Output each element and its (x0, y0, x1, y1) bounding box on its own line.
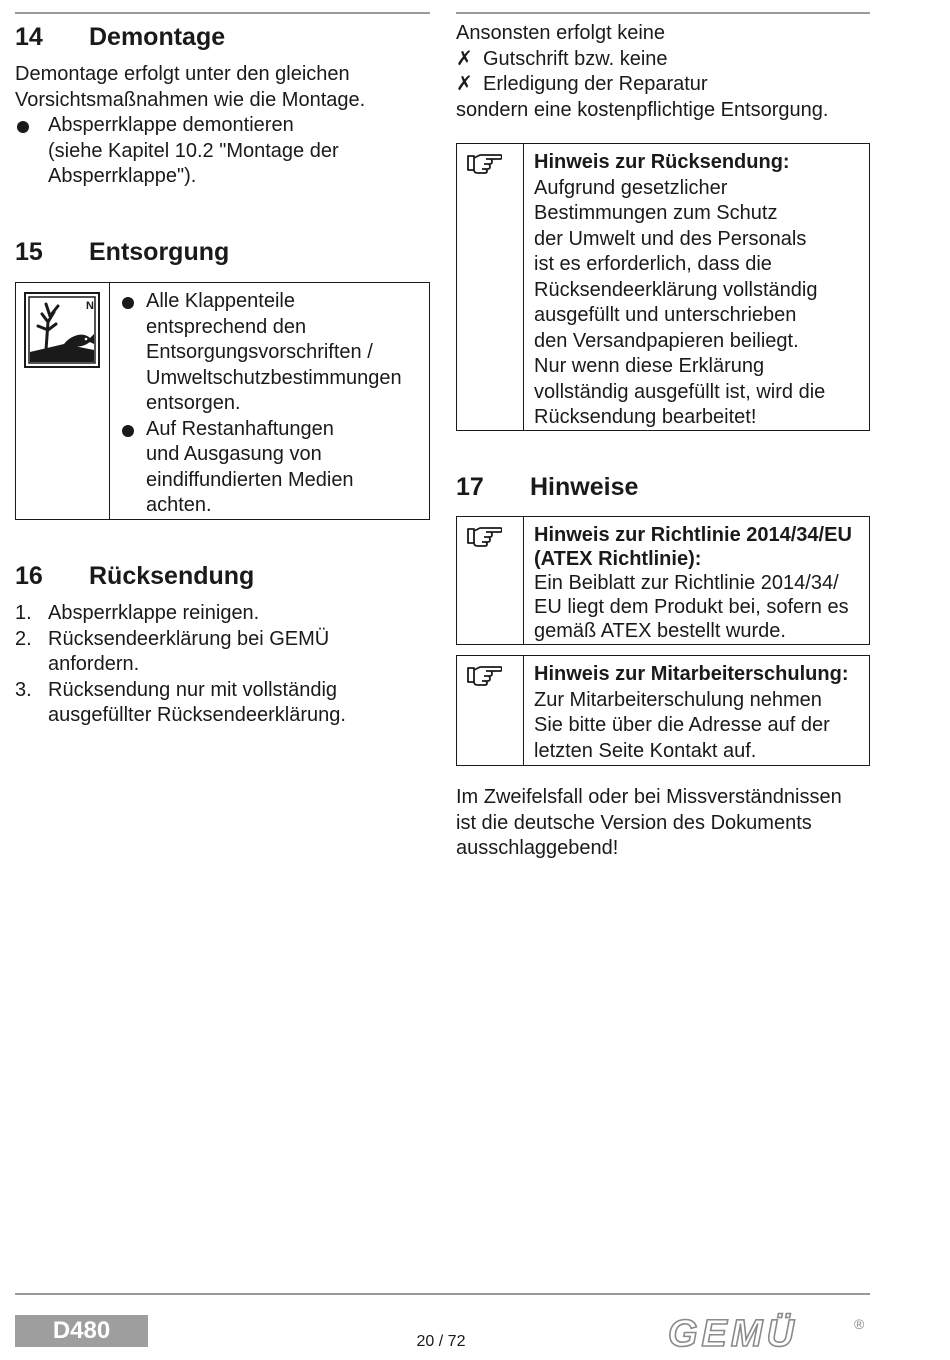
bullet-line: und Ausgasung von (146, 443, 322, 465)
registered-mark: ® (854, 1316, 865, 1332)
bullet-dot-icon (15, 113, 48, 190)
note-title (534, 547, 852, 571)
note-line: ist es erforderlich, dass die (534, 253, 772, 275)
return-intro (456, 21, 870, 123)
list-number: 2. (15, 627, 32, 650)
paragraph-line: Ansonsten erfolgt keine (456, 22, 666, 44)
bullet-line: entsprechend den (146, 315, 307, 338)
list-line: Rücksendung nur mit vollständig (48, 678, 338, 701)
section-number: 16 (15, 562, 43, 590)
bullet-line: entsorgen. (146, 392, 241, 414)
section-14-heading (15, 22, 225, 52)
note-icon-cell (457, 656, 524, 765)
note-line: ausgefüllt und unterschrieben (534, 304, 797, 326)
note-line: Rücksendung bearbeitet! (534, 406, 757, 428)
note-line: EU liegt dem Produkt bei, sofern es (534, 596, 849, 618)
note-line: Bestimmungen zum Schutz (534, 202, 778, 224)
section-number: 15 (15, 238, 43, 266)
bullet-line: Alle Klappenteile (146, 290, 295, 312)
x-item-text: Gutschrift bzw. keine (483, 47, 668, 70)
paragraph-line: Im Zweifelsfall oder bei Missverständnissen (456, 786, 842, 808)
note-text-cell (524, 517, 860, 644)
bullet-line: eindiffundierten Medien (146, 468, 354, 491)
note-line: Sie bitte über die Adresse auf der (534, 714, 830, 736)
note-line: vollständig ausgefüllt ist, wird die (534, 380, 826, 403)
page-number: 20 / 72 (416, 1333, 466, 1350)
pointing-hand-icon (466, 664, 502, 686)
paragraph-line: sondern eine kostenpflichtige Entsorgung. (456, 98, 829, 121)
bullet-line: Umweltschutzbestimmungen (146, 366, 402, 389)
return-steps-list (15, 601, 430, 729)
note-line: Zur Mitarbeiterschulung nehmen (534, 688, 822, 711)
list-item (15, 601, 430, 627)
paragraph-line: Demontage erfolgt unter den gleichen (15, 63, 350, 85)
document-id-badge: D480 (15, 1315, 148, 1347)
section-17-heading (456, 472, 638, 502)
note-line: Nur wenn diese Erklärung (534, 355, 765, 377)
list-line: anfordern. (48, 653, 140, 675)
section-title: Rücksendung (89, 562, 255, 590)
x-item (456, 72, 870, 98)
list-item (15, 678, 430, 729)
top-rule-left (15, 12, 430, 14)
bullet-line: Absperrklappe demontieren (48, 114, 294, 136)
footer-rule (15, 1293, 870, 1295)
pointing-hand-icon (466, 525, 502, 547)
section-title: Entsorgung (89, 238, 230, 266)
note-title (534, 662, 848, 688)
disposal-icon-cell (16, 283, 110, 519)
note-line: Ein Beiblatt zur Richtlinie 2014/34/ (534, 572, 839, 594)
disposal-box (15, 282, 430, 520)
note-line: den Versandpapieren beiliegt. (534, 329, 799, 352)
bullet-line: (siehe Kapitel 10.2 "Montage der (48, 139, 339, 162)
note-line: Rücksendeerklärung vollständig (534, 278, 818, 301)
paragraph-line: Vorsichtsmaßnahmen wie die Montage. (15, 88, 366, 111)
bullet-item (120, 289, 402, 417)
note-title (534, 523, 852, 547)
bullet-dot-icon (120, 289, 146, 417)
note-icon-cell (457, 144, 524, 430)
section-14-body (15, 62, 430, 190)
cross-mark-icon: ✗ (456, 47, 473, 70)
bullet-item (15, 113, 430, 190)
paragraph-line: ist die deutsche Version des Dokuments (456, 811, 812, 834)
environment-hazard-icon (24, 292, 100, 368)
list-number: 1. (15, 602, 32, 624)
gemu-logo (668, 1312, 873, 1354)
section-title: Hinweise (530, 473, 639, 501)
list-item (15, 627, 430, 678)
list-line: Absperrklappe reinigen. (48, 602, 260, 624)
section-number: 14 (15, 23, 43, 51)
note-text-cell (524, 144, 833, 430)
return-note-box (456, 143, 870, 431)
bullet-line: Auf Restanhaftungen (146, 417, 334, 440)
pointing-hand-icon (466, 152, 502, 174)
top-rule-right (456, 12, 870, 14)
x-item-text: Erledigung der Reparatur (483, 73, 708, 95)
logo-text: GEMÜ (668, 1313, 798, 1354)
paragraph-line: ausschlaggebend! (456, 837, 619, 859)
section-number: 17 (456, 473, 484, 501)
bullet-line: achten. (146, 494, 212, 516)
list-line: Rücksendeerklärung bei GEMÜ (48, 627, 330, 650)
bullet-line: Entsorgungsvorschriften / (146, 341, 373, 363)
note-icon-cell (457, 517, 524, 644)
note-title-text: Hinweis zur Rücksendung: (534, 151, 790, 173)
closing-paragraph (456, 785, 870, 862)
atex-note-box (456, 516, 870, 645)
note-title-text: Hinweis zur Richtlinie 2014/34/EU (534, 524, 852, 546)
section-16-heading (15, 561, 254, 591)
note-title (534, 150, 825, 176)
x-item (456, 47, 870, 73)
bullet-item (120, 417, 402, 519)
note-title-text: (ATEX Richtlinie): (534, 548, 702, 570)
disposal-text-cell (110, 283, 410, 519)
training-note-box (456, 655, 870, 766)
icon-letter: N (86, 300, 94, 312)
note-line: gemäß ATEX bestellt wurde. (534, 620, 786, 642)
bullet-dot-icon (120, 417, 146, 519)
cross-mark-icon: ✗ (456, 73, 473, 95)
note-title-text: Hinweis zur Mitarbeiterschulung: (534, 663, 849, 685)
note-line: der Umwelt und des Personals (534, 227, 807, 250)
list-line: ausgefüllter Rücksendeerklärung. (48, 704, 346, 726)
bullet-line: Absperrklappe"). (48, 165, 197, 187)
section-15-heading (15, 237, 229, 267)
note-line: letzten Seite Kontakt auf. (534, 739, 757, 762)
note-line: Aufgrund gesetzlicher (534, 176, 728, 199)
list-number: 3. (15, 678, 32, 701)
note-text-cell (524, 656, 856, 765)
section-title: Demontage (89, 23, 226, 51)
